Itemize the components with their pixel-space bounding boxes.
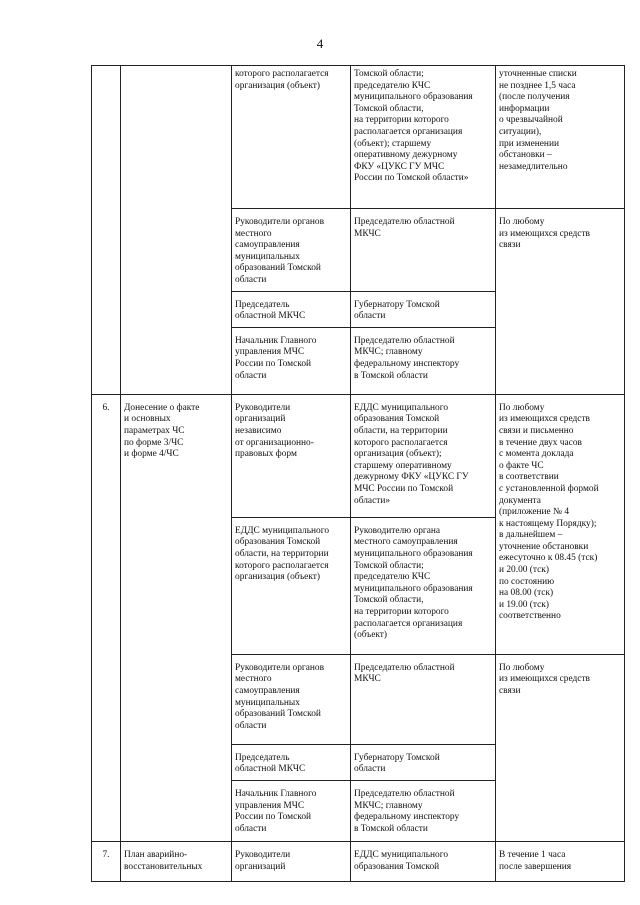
method-cell: В течение 1 часа после завершения	[496, 841, 625, 881]
sender-cell: Руководители органов местного самоуправления муниципальных образований Томской области	[232, 209, 351, 292]
sender-cell: Председатель областной МКЧС	[232, 744, 351, 780]
report-type-cell	[121, 66, 232, 395]
table-row	[92, 66, 625, 209]
reporting-table	[91, 65, 625, 882]
method-cell: уточненные списки не позднее 1,5 часа (после получения информации о чрезвычайной ситуации), при изменении обстановки – незамедлительно	[496, 66, 625, 209]
recipient-cell: ЕДДС муниципального образования Томской	[351, 841, 496, 881]
method-cell: По любому из имеющихся средств связи и письменно в течение двух часов с момента доклада о факте ЧС в соответствии с установленной формой документа (приложение № 4 к настоящему Порядку); в дальнейшем – уточнение обстановки ежесуточно к 08.45 (тск) и 20.00 (тск) по состоянию на 08.00 (тск) и 19.00 (тск) соответственно	[496, 394, 625, 654]
sender-cell: Начальник Главного управления МЧС России по Томской области	[232, 327, 351, 394]
table-row	[92, 394, 625, 517]
row-number-cell: 6.	[92, 394, 121, 841]
recipient-cell: Председателю областной МКЧС; главному федеральному инспектору в Томской области	[351, 780, 496, 841]
sender-cell: Руководители организаций независимо от организационно- правовых форм	[232, 394, 351, 517]
recipient-cell: Председателю областной МКЧС; главному федеральному инспектору в Томской области	[351, 327, 496, 394]
report-type-cell: Донесение о факте и основных параметрах ЧС по форме 3/ЧС и форме 4/ЧС	[121, 394, 232, 841]
recipient-cell: Губернатору Томской области	[351, 291, 496, 327]
sender-cell: ЕДДС муниципального образования Томской области, на территории которого располагается организация (объект)	[232, 517, 351, 654]
sender-cell: которого располагается организация (объект)	[232, 66, 351, 209]
recipient-cell: ЕДДС муниципального образования Томской области, на территории которого располагается организация (объект); старшему оперативному дежурному ФКУ «ЦУКС ГУ МЧС России по Томской области»	[351, 394, 496, 517]
table-row	[92, 841, 625, 881]
recipient-cell: Руководителю органа местного самоуправления муниципального образования Томской области; председателю КЧС муниципального образования Томской области, на территории которого располагается организация (объект)	[351, 517, 496, 654]
method-cell: По любому из имеющихся средств связи	[496, 654, 625, 841]
sender-cell: Руководители органов местного самоуправления муниципальных образований Томской области	[232, 654, 351, 744]
sender-cell: Руководители организаций	[232, 841, 351, 881]
recipient-cell: Губернатору Томской области	[351, 744, 496, 780]
page-number: 4	[316, 36, 324, 51]
report-type-cell: План аварийно- восстановительных	[121, 841, 232, 881]
method-cell: По любому из имеющихся средств связи	[496, 209, 625, 395]
sender-cell: Начальник Главного управления МЧС России по Томской области	[232, 780, 351, 841]
recipient-cell: Председателю областной МКЧС	[351, 654, 496, 744]
row-number-cell	[92, 66, 121, 395]
row-number-cell: 7.	[92, 841, 121, 881]
recipient-cell: Томской области; председателю КЧС муниципального образования Томской области, на территории которого располагается организация (объект); старшему оперативному дежурному ФКУ «ЦУКС ГУ МЧС России по Томской области»	[351, 66, 496, 209]
recipient-cell: Председателю областной МКЧС	[351, 209, 496, 292]
sender-cell: Председатель областной МКЧС	[232, 291, 351, 327]
